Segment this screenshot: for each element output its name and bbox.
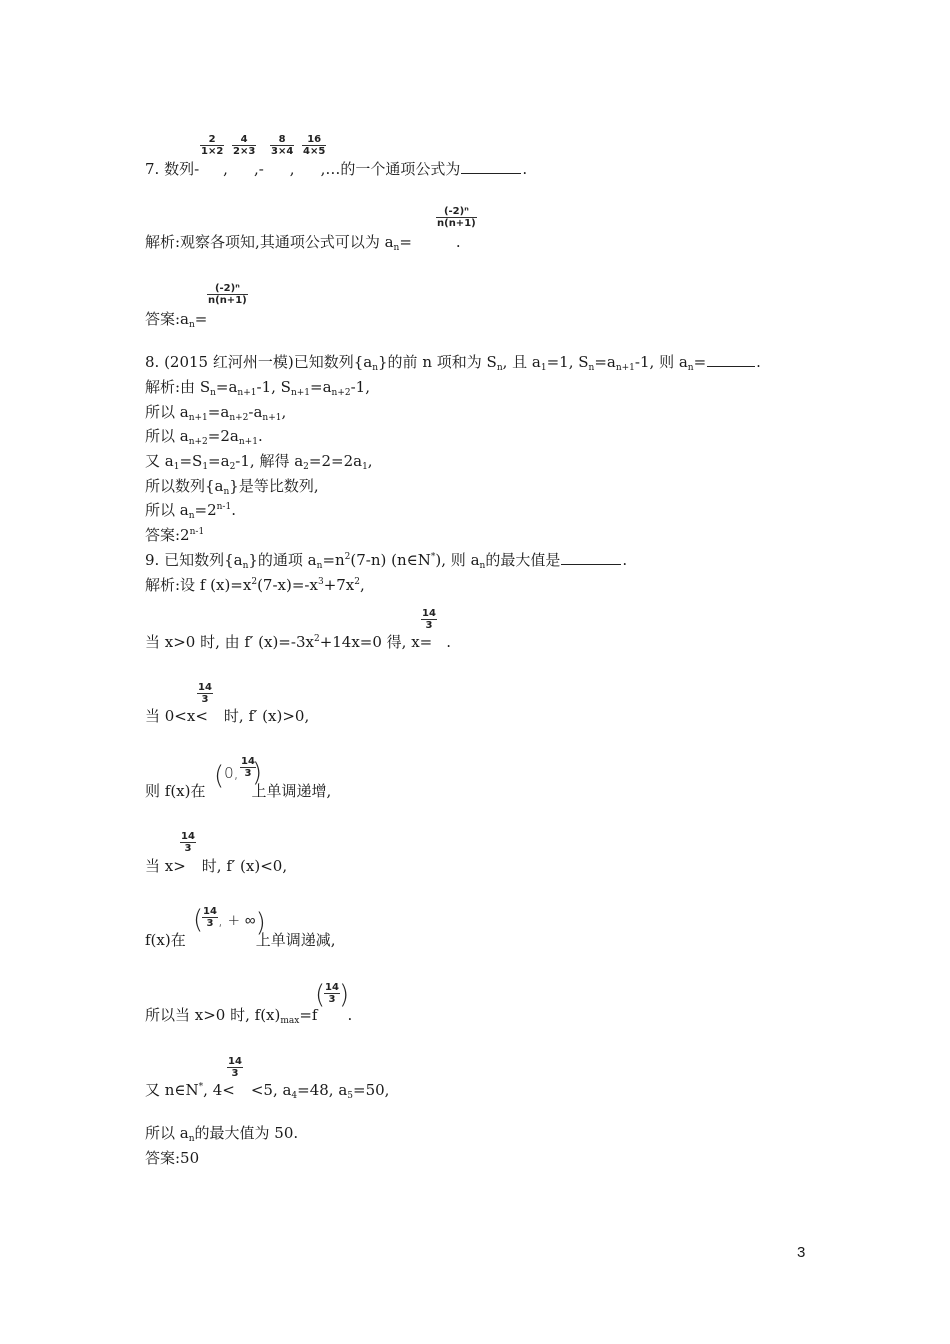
q9-frac-6: $\frac{14}{3}$	[325, 982, 339, 1005]
q9-analysis-6: f(x)在 上单调递减,	[145, 931, 336, 949]
q9-frac-5: $\frac{14}{3}$	[203, 906, 217, 929]
q7-frac-2: $\frac{4}{2\times 3}$	[233, 134, 256, 157]
q9-analysis-3: 当 0<x< 时, f′ (x)>0,	[145, 707, 310, 725]
q9-frac-4: $\frac{14}{3}$	[181, 831, 195, 854]
q7-frac-3: $\frac{8}{3\times 4}$	[271, 134, 294, 157]
q8-question: 8. (2015 红河州一模)已知数列$\{a_n\}$的前 n 项和为 $S_n$, 且 $a_1=1$, $S_n=a_{n+1}-1$, 则 $a_n=$ .	[145, 353, 761, 373]
q9-fmax-arg-close: )	[339, 980, 350, 1010]
q9-interval-2-rest: , + ∞)	[218, 908, 266, 938]
q9-interval-1: ($^{0,}$	[214, 761, 239, 791]
q7-analysis: 解析:观察各项知,其通项公式可以为 $a_n=$ .	[145, 233, 461, 253]
q8-analysis-6: 所以 $a_n=2^{n-1}$.	[145, 501, 236, 521]
q9-frac-2: $\frac{14}{3}$	[198, 682, 212, 705]
q9-interval-1-close: )	[252, 758, 263, 788]
q9-answer: 答案:50	[145, 1149, 200, 1167]
q9-analysis-7: 所以当 x>0 时, $f(x)_{max}=f$ .	[145, 1006, 353, 1026]
q7-analysis-frac: $\frac{\text{(-2)ⁿ}}{n(n+1)}$	[437, 206, 476, 229]
q9-interval-2: (	[193, 905, 204, 935]
q9-frac-1: $\frac{14}{3}$	[422, 608, 436, 631]
q8-analysis-5: 所以数列$\{a_n\}$是等比数列,	[145, 477, 319, 497]
q7-frac-1: $\frac{2}{1\times 2}$	[201, 134, 224, 157]
q8-answer: 答案:2$^{n-1}$	[145, 526, 205, 544]
q9-fmax-arg: (	[315, 980, 326, 1010]
q7-answer-frac: $\frac{\text{(-2)ⁿ}}{n(n+1)}$	[208, 283, 247, 306]
q8-analysis-2: 所以 $a_{n+1}=a_{n+2}-a_{n+1}$,	[145, 403, 287, 423]
q9-analysis-2: 当 x>0 时, 由 f′ $(x)=-3x^2+14x=0$ 得, x= .	[145, 633, 452, 651]
q9-frac-7: $\frac{14}{3}$	[228, 1056, 242, 1079]
q8-analysis-1: 解析:由 $S_n=a_{n+1}-1$, $S_{n+1}=a_{n+2}-1$,	[145, 378, 370, 398]
q9-analysis-5: 当 x> 时, f′ (x)<0,	[145, 857, 288, 875]
q9-analysis-8: 又 n∈N*, 4< <5, $a_4=48$, $a_5=50$,	[145, 1081, 390, 1101]
q8-analysis-4: 又 $a_1=S_1=a_2-1$, 解得 $a_2=2=2a_1$,	[145, 452, 373, 472]
q7-question: 7. 数列- , ,- , ,…的一个通项公式为 .	[145, 160, 528, 178]
page-number: 3	[797, 1244, 806, 1261]
q9-question: 9. 已知数列$\{a_n\}$的通项 $a_n=n^2(7-n)$ (n∈N*), 则 $a_n$的最大值是 .	[145, 551, 628, 571]
q9-analysis-9: 所以 $a_n$的最大值为 50.	[145, 1124, 299, 1144]
q9-frac-3: $\frac{14}{3}$	[241, 756, 255, 779]
q8-analysis-3: 所以 $a_{n+2}=2a_{n+1}$.	[145, 427, 263, 447]
q7-answer: 答案$:a_n=$	[145, 310, 208, 330]
q9-analysis-1: 解析:设 f $(x)=x^2(7-x)=-x^3+7x^2$,	[145, 576, 365, 594]
q7-frac-4: $\frac{16}{4\times 5}$	[303, 134, 326, 157]
q9-analysis-4: 则 f(x)在 上单调递增,	[145, 782, 332, 800]
